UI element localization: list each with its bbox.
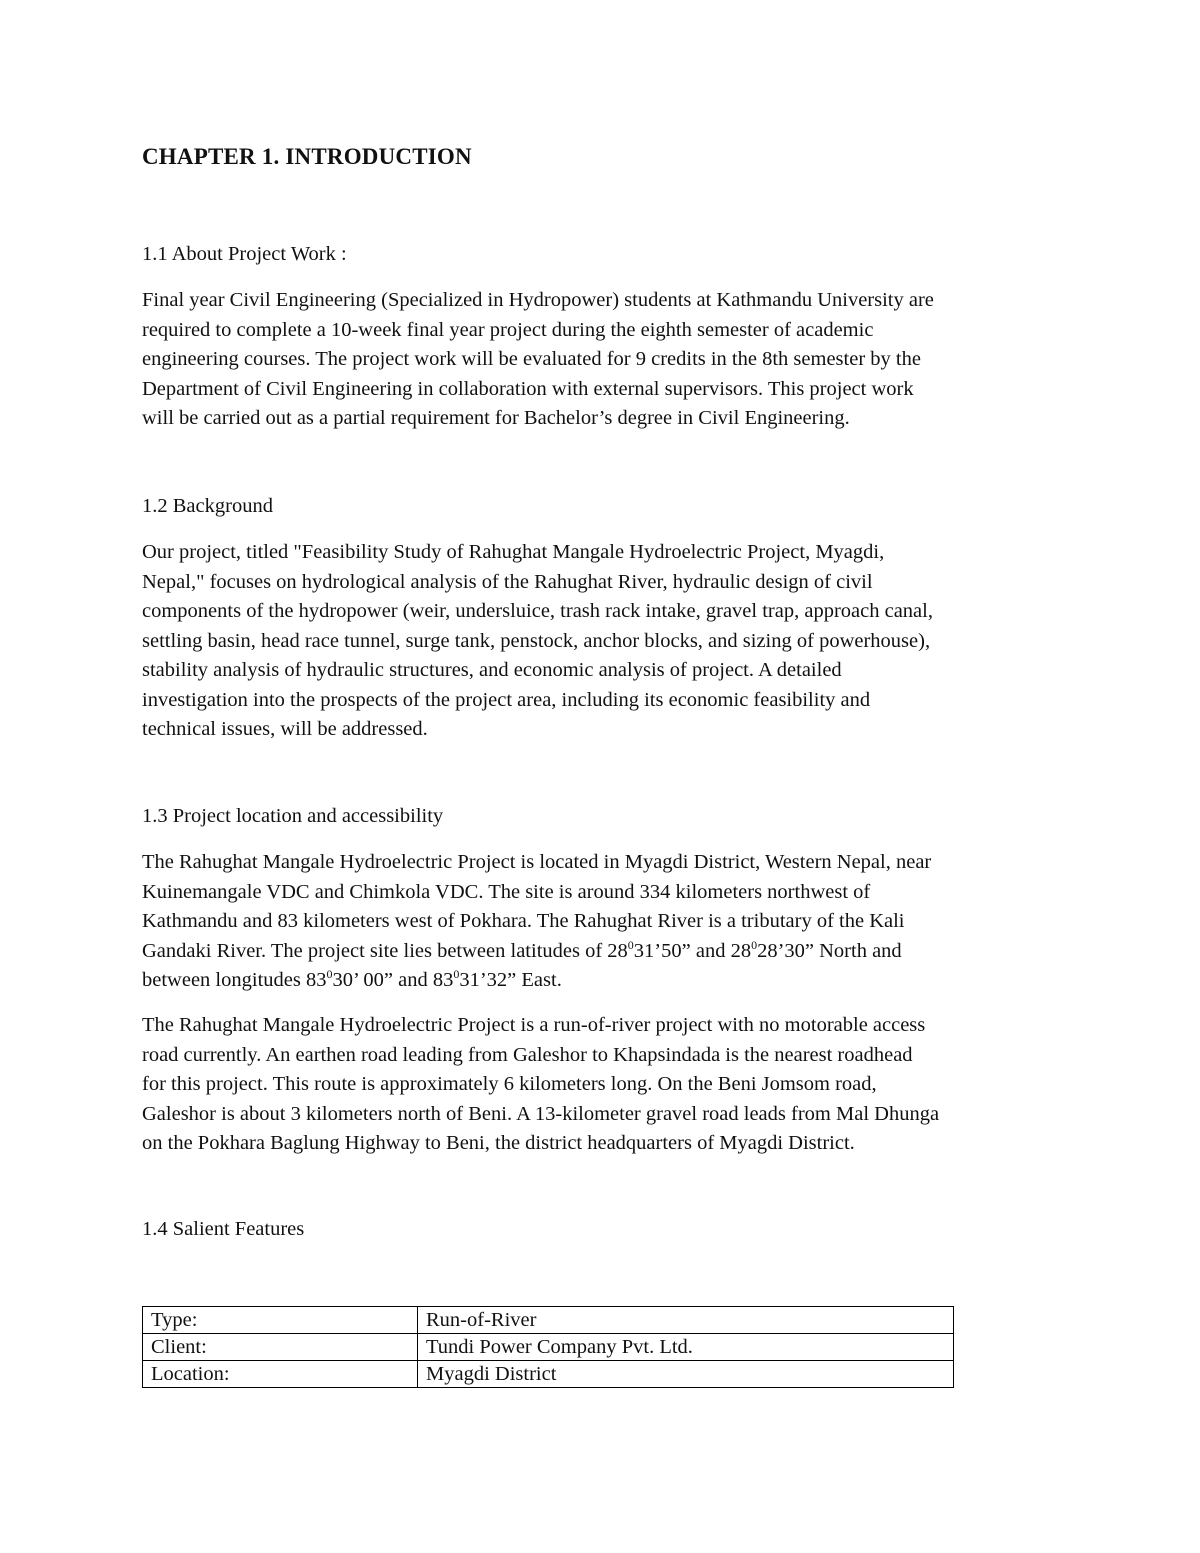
text-line: Kathmandu and 83 kilometers west of Pokhara. The Rahughat River is a tributary of the Kali: [142, 910, 905, 932]
text-segment: 31’32” East.: [459, 969, 562, 991]
text-line: The Rahughat Mangale Hydroelectric Project is a run-of-river project with no motorable access: [142, 1014, 926, 1036]
text-segment: 28’30” North and: [757, 939, 902, 962]
text-line: The Rahughat Mangale Hydroelectric Project is located in Myagdi District, Western Nepal, near: [142, 851, 932, 873]
text-line: Final year Civil Engineering (Specialized in Hydropower) students at Kathmandu University are: [142, 289, 934, 311]
table-cell-key: Location:: [143, 1361, 418, 1388]
text-line: for this project. This route is approximately 6 kilometers long. On the Beni Jomsom road,: [142, 1073, 877, 1095]
text-line: Galeshor is about 3 kilometers north of Beni. A 13-kilometer gravel road leads from Mal Dhunga: [142, 1102, 940, 1125]
table-cell-value: Myagdi District: [418, 1361, 954, 1388]
degree-superscript: 0: [751, 937, 758, 952]
salient-features-table: [142, 1306, 954, 1388]
text-line: Nepal," focuses on hydrological analysis of the Rahughat River, hydraulic design of civil: [142, 570, 873, 593]
text-line: Our project, titled "Feasibility Study of Rahughat Mangale Hydroelectric Project, Myagdi,: [142, 541, 885, 563]
degree-superscript: 0: [453, 967, 460, 981]
latitude-line: [142, 937, 1072, 967]
table-row: [143, 1361, 954, 1388]
table-cell-key: Type:: [143, 1307, 418, 1334]
text-line: investigation into the prospects of the project area, including its economic feasibility and: [142, 688, 871, 711]
paragraph-about-project-work: [142, 286, 1072, 434]
text-line: engineering courses. The project work will be evaluated for 9 credits in the 8th semester by the: [142, 348, 921, 370]
table-row: [143, 1334, 954, 1361]
chapter-title: CHAPTER 1. INTRODUCTION: [142, 144, 472, 169]
section-heading-1-1: 1.1 About Project Work :: [142, 243, 347, 265]
table-cell-value: Run-of-River: [418, 1307, 954, 1334]
text-line: on the Pokhara Baglung Highway to Beni, the district headquarters of Myagdi District.: [142, 1132, 855, 1154]
paragraph-accessibility: [142, 1011, 1072, 1159]
text-line: road currently. An earthen road leading from Galeshor to Khapsindada is the nearest roadhead: [142, 1043, 913, 1066]
paragraph-background: [142, 538, 1072, 745]
paragraph-project-location: [142, 848, 1072, 996]
table-cell-value: Tundi Power Company Pvt. Ltd.: [418, 1334, 954, 1361]
section-heading-1-4: 1.4 Salient Features: [142, 1218, 305, 1240]
text-segment: 30’ 00” and 83: [332, 969, 454, 991]
table-row: [143, 1307, 954, 1334]
text-line: required to complete a 10-week final year project during the eighth semester of academic: [142, 318, 874, 341]
table-cell-key: Client:: [143, 1334, 418, 1361]
text-line: Kuinemangale VDC and Chimkola VDC. The site is around 334 kilometers northwest of: [142, 880, 871, 903]
text-line: stability analysis of hydraulic structures, and economic analysis of project. A detailed: [142, 659, 842, 681]
degree-superscript: 0: [326, 967, 333, 981]
text-segment: 31’50” and 28: [633, 939, 752, 962]
text-segment: Gandaki River. The project site lies between latitudes of 28: [142, 939, 628, 962]
text-line: technical issues, will be addressed.: [142, 718, 428, 740]
text-line: will be carried out as a partial requirement for Bachelor’s degree in Civil Engineering.: [142, 407, 850, 429]
text-segment: between longitudes 83: [142, 969, 327, 991]
text-line: components of the hydropower (weir, undersluice, trash rack intake, gravel trap, approach canal,: [142, 600, 933, 622]
longitude-line: [142, 966, 1072, 996]
section-heading-1-2: 1.2 Background: [142, 495, 273, 517]
section-heading-1-3: 1.3 Project location and accessibility: [142, 805, 444, 827]
text-line: Department of Civil Engineering in collaboration with external supervisors. This project work: [142, 377, 914, 400]
text-line: settling basin, head race tunnel, surge tank, penstock, anchor blocks, and sizing of powerhouse),: [142, 629, 931, 652]
degree-superscript: 0: [627, 937, 634, 952]
